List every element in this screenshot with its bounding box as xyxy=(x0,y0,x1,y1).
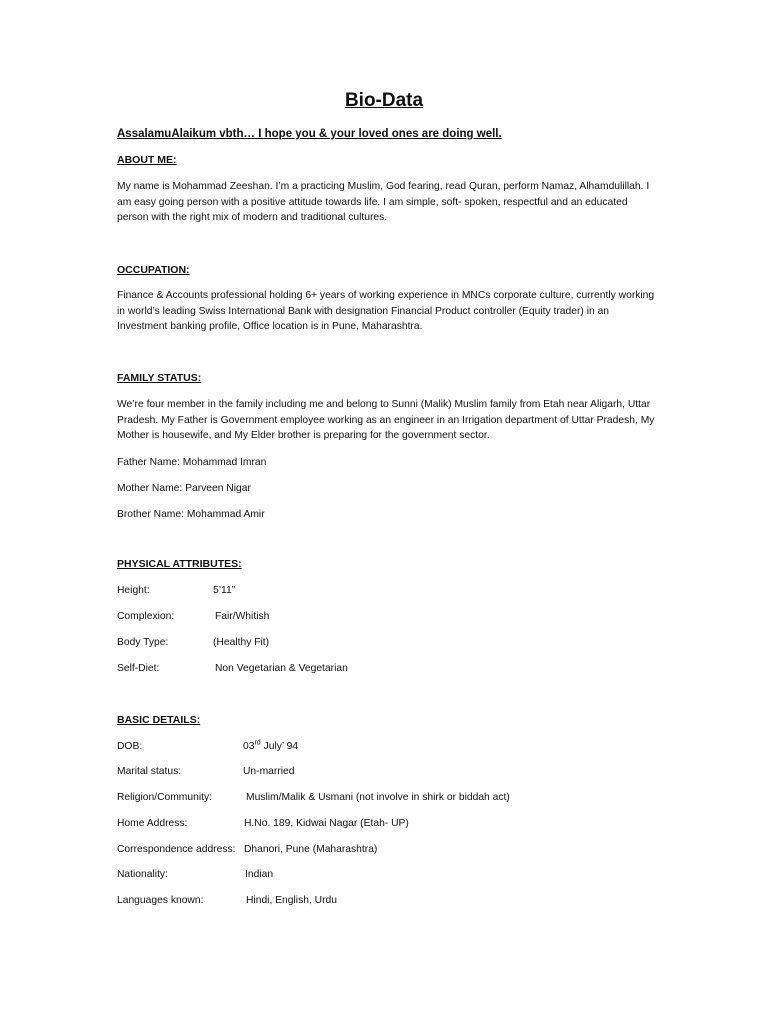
basic-row-dob xyxy=(117,739,677,754)
basic-value: Muslim/Malik & Usmani (not involve in shirk or biddah act) xyxy=(246,792,510,803)
basic-value: Hindi, English, Urdu xyxy=(246,895,337,906)
physical-row-complexion xyxy=(117,609,677,624)
physical-row-height xyxy=(117,583,677,598)
physical-label: Body Type: xyxy=(117,637,169,648)
physical-heading: PHYSICAL ATTRIBUTES: xyxy=(117,558,242,570)
physical-label: Height: xyxy=(117,585,150,596)
basic-label: Correspondence address: xyxy=(117,844,236,855)
basic-row-marital-status xyxy=(117,764,677,779)
physical-row-self-diet xyxy=(117,661,677,676)
dob-ordinal-suffix: rd xyxy=(254,739,261,747)
basic-value: Dhanori, Pune (Maharashtra) xyxy=(244,844,378,855)
dob-month-year: July’ 94 xyxy=(260,741,299,752)
basic-label: Languages known: xyxy=(117,895,204,906)
about-paragraph: My name is Mohammad Zeeshan. I’m a practicing Muslim, God fearing, read Quran, perform Namaz, Alhamdulillah. I am easy going person with a positive attitude towards life. I am simple, soft- spoken, respectful and an educated person with the right mix of modern and traditional cultures. xyxy=(117,181,650,224)
brother-name: Brother Name: Mohammad Amir xyxy=(117,509,265,520)
physical-label: Complexion: xyxy=(117,611,175,622)
family-paragraph: We’re four member in the family including me and belong to Sunni (Malik) Muslim family from Etah near Aligarh, Uttar Pradesh. My Father is Government employee working as an engineer in an Irrigation department of Uttar Pradesh, My Mother is housewife, and My Elder brother is preparing for the government sector. xyxy=(117,399,655,442)
basic-value-dob xyxy=(243,739,298,754)
occupation-paragraph: Finance & Accounts professional holding 6+ years of working experience in MNCs corporate culture, currently working in world’s leading Swiss International Bank with designation Financial Product controller (Equity trader) in an Investment banking profile, Office location is in Pune, Maharashtra. xyxy=(117,290,655,333)
physical-value: Non Vegetarian & Vegetarian xyxy=(215,663,348,674)
document-title: Bio-Data xyxy=(344,90,424,111)
dob-day: 03 xyxy=(243,741,255,752)
occupation-heading: OCCUPATION: xyxy=(117,264,190,276)
basic-heading: BASIC DETAILS: xyxy=(117,714,201,726)
basic-row-religion xyxy=(117,790,677,805)
basic-label: Nationality: xyxy=(117,869,168,880)
basic-row-languages xyxy=(117,893,677,908)
mother-name: Mother Name: Parveen Nigar xyxy=(117,483,251,494)
basic-value: Un-married xyxy=(243,766,295,777)
physical-value: (Healthy Fit) xyxy=(213,637,270,648)
father-name: Father Name: Mohammad Imran xyxy=(117,457,267,468)
physical-value: Fair/Whitish xyxy=(215,611,270,622)
physical-label: Self-Diet: xyxy=(117,663,160,674)
basic-label: Religion/Community: xyxy=(117,792,212,803)
basic-row-home-address xyxy=(117,816,677,831)
family-heading: FAMILY STATUS: xyxy=(117,372,202,384)
physical-row-body-type xyxy=(117,635,677,650)
basic-row-correspondence-address xyxy=(117,842,677,857)
greeting-line: AssalamuAlaikum vbth… I hope you & your loved ones are doing well. xyxy=(117,128,502,140)
physical-value: 5’11” xyxy=(213,585,236,596)
basic-label: DOB: xyxy=(117,741,143,752)
basic-value: H.No. 189, Kidwai Nagar (Etah- UP) xyxy=(244,818,409,829)
about-heading: ABOUT ME: xyxy=(117,154,177,166)
basic-label: Home Address: xyxy=(117,818,188,829)
basic-value: Indian xyxy=(245,869,274,880)
basic-label: Marital status: xyxy=(117,766,182,777)
basic-row-nationality xyxy=(117,867,677,882)
